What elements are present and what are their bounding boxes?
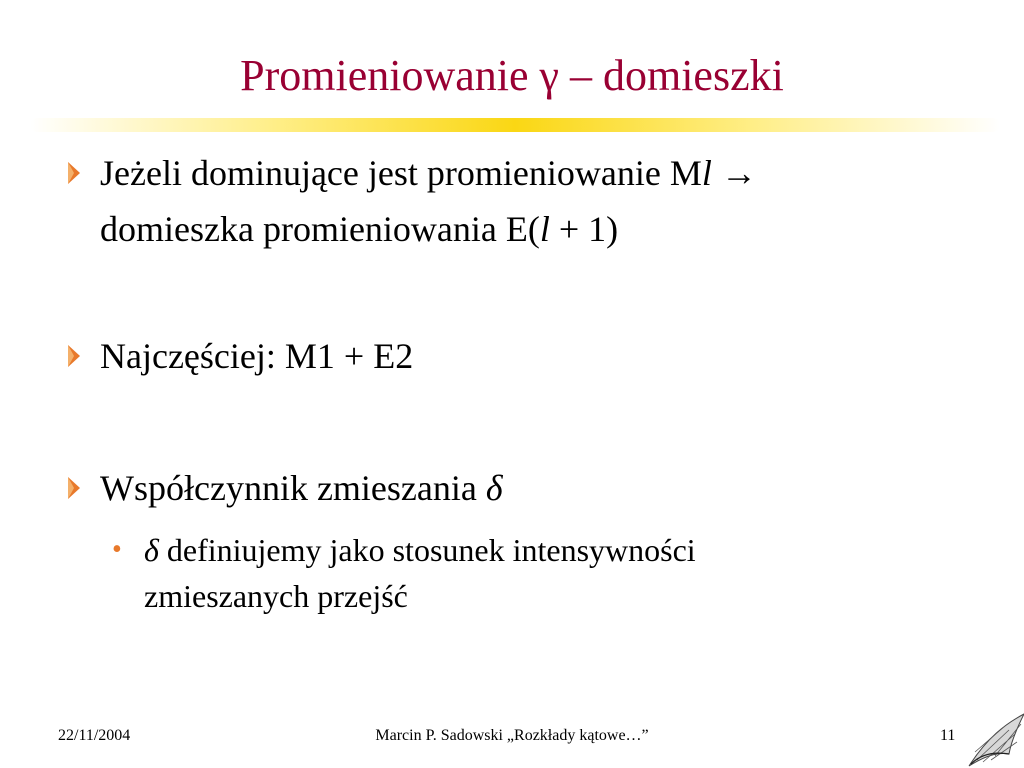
sub-bullet-text: [144, 527, 864, 619]
slide-title: Promieniowanie γ – domieszki: [240, 51, 784, 100]
delta-symbol: δ: [485, 468, 503, 508]
sub-bullet-dot-icon: •: [112, 534, 122, 565]
variable-l: l: [701, 153, 712, 193]
bullet-arrow-icon: [68, 345, 80, 367]
footer-date: 22/11/2004: [58, 727, 131, 744]
bullet-2-text: Najczęściej: M1 + E2: [100, 336, 414, 376]
footer-page-number: 11: [940, 727, 956, 744]
sub-bullet-line-2: zmieszanych przejść: [144, 578, 408, 614]
variable-l: l: [539, 209, 550, 249]
footer-author-title: Marcin P. Sadowski „Rozkłady kątowe…”: [375, 727, 649, 744]
bullet-1-line-2: domieszka promieniowania E(l + 1): [100, 209, 619, 249]
bullet-arrow-icon: [68, 162, 80, 184]
title-underline: [30, 118, 1000, 132]
bullet-3-text: Współczynnik zmieszania δ: [100, 468, 503, 508]
bullet-arrow-icon: [68, 477, 80, 499]
bullet-1-text: [100, 145, 950, 257]
delta-symbol: δ: [144, 532, 159, 568]
bullet-1-line-1: Jeżeli dominujące jest promieniowanie Ml →: [100, 153, 757, 193]
page-curl-icon: [965, 712, 1024, 768]
sub-bullet-line-1: δ definiujemy jako stosunek intensywności: [144, 532, 696, 568]
